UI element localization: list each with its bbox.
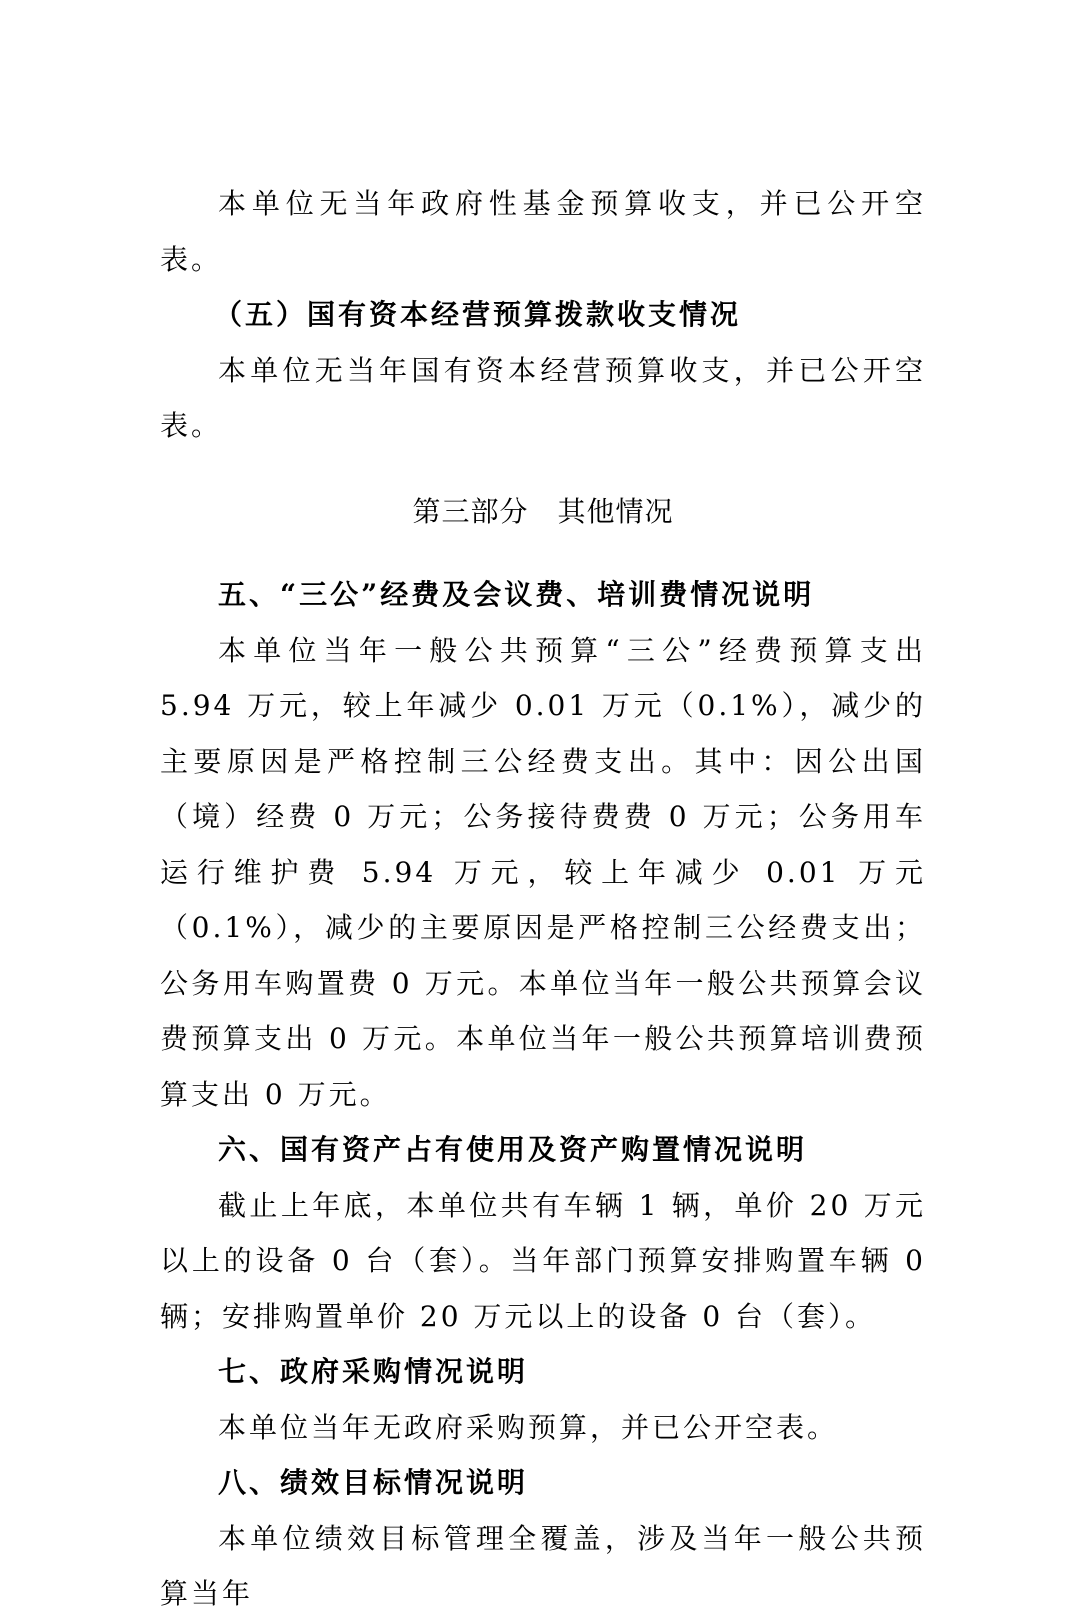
heading-three-public-expenses: 五、“三公”经费及会议费、培训费情况说明 xyxy=(218,578,815,611)
paragraph-state-assets: 截止上年底，本单位共有车辆 1 辆，单价 20 万元以上的设备 0 台（套）。当年部门预算安排购置车辆 0 辆；安排购置单价 20 万元以上的设备 0 台（套）。 xyxy=(160,1188,926,1333)
paragraph-performance-targets: 本单位绩效目标管理全覆盖，涉及当年一般公共预算当年 xyxy=(160,1521,926,1610)
heading-performance-targets: 八、绩效目标情况说明 xyxy=(218,1466,529,1499)
paragraph-government-fund: 本单位无当年政府性基金预算收支，并已公开空表。 xyxy=(160,187,926,276)
paragraph-three-public-expenses: 本单位当年一般公共预算“三公”经费预算支出 5.94 万元，较上年减少 0.01 万元（0.1%），减少的主要原因是严格控制三公经费支出。其中：因公出国（境）经费 0 万元；公务接待费费 0 万元；公务用车运行维护费 5.94 万元，较上年减少 0.01 万元（0.1%），减少的主要原因是严格控制三公经费支出；公务用车购置费 0 万元。本单位当年一般公共预算会议费预算支出 0 万元。本单位当年一般公共预算培训费预算支出 0 万元。 xyxy=(160,633,926,1111)
part-title: 第三部分 其他情况 xyxy=(412,494,674,528)
heading-state-capital-budget: （五）国有资本经营预算拨款收支情况 xyxy=(214,298,742,331)
document-page xyxy=(160,176,926,1622)
paragraph-government-procurement: 本单位当年无政府采购预算，并已公开空表。 xyxy=(218,1410,839,1444)
heading-state-assets: 六、国有资产占有使用及资产购置情况说明 xyxy=(218,1133,808,1166)
heading-government-procurement: 七、政府采购情况说明 xyxy=(218,1355,529,1388)
paragraph-state-capital: 本单位无当年国有资本经营预算收支，并已公开空表。 xyxy=(160,353,926,442)
